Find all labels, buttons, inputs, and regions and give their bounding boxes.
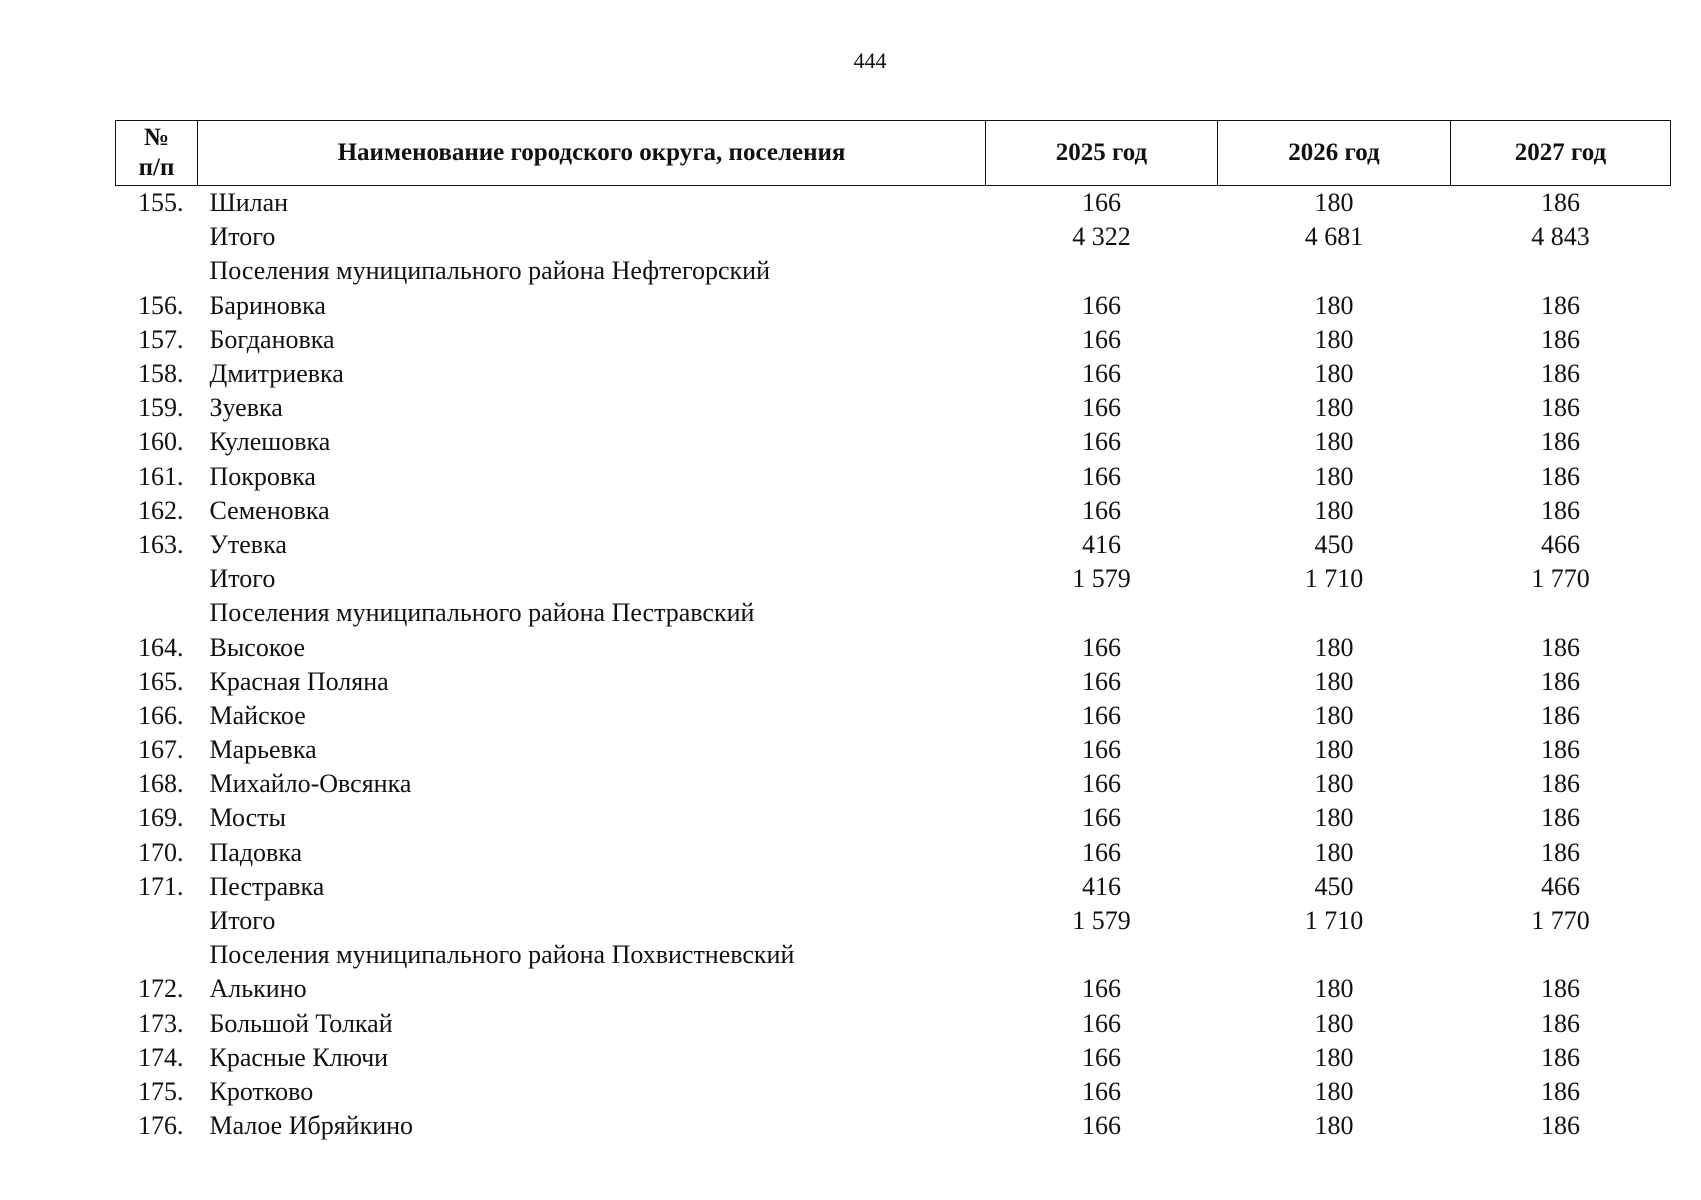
settlement-name: Богдановка [209,324,335,354]
total-row [116,562,1671,596]
settlement-name: Зуевка [209,393,283,423]
table-row [116,186,1671,221]
settlement-name: Большой Толкай [209,1008,393,1038]
settlement-name: Итого [209,564,276,594]
value-2025 [986,938,1218,972]
table-row [116,528,1671,562]
allocation-table [115,120,1671,1143]
value-2026: 180 [1314,769,1354,799]
value-2025: 166 [1082,700,1121,730]
value-2025: 166 [1082,735,1121,765]
table-body [116,186,1671,1144]
value-2027: 186 [1541,803,1580,833]
row-number [116,904,198,938]
value-2026: 180 [1314,427,1354,457]
value-2026: 180 [1314,188,1354,218]
value-2026: 450 [1314,529,1354,559]
total-row [116,904,1671,938]
row-number: 167. [138,735,184,765]
row-number [116,254,198,288]
total-row [116,220,1671,254]
value-2027: 186 [1541,495,1580,525]
value-2027: 186 [1541,359,1580,389]
value-2026: 180 [1314,1042,1354,1072]
table-row [116,357,1671,391]
table-row [116,699,1671,733]
header-name: Наименование городского округа, поселения [198,121,986,186]
value-2025: 166 [1082,1008,1121,1038]
row-number: 164. [138,632,184,662]
value-2027: 466 [1541,871,1580,901]
settlement-name: Итого [209,222,276,252]
value-2027: 186 [1541,290,1580,320]
value-2027: 186 [1541,324,1580,354]
settlement-name: Кулешовка [209,427,331,457]
value-2025: 166 [1082,359,1121,389]
value-2025: 4 322 [1072,222,1131,252]
table-row [116,1075,1671,1109]
row-number: 160. [138,427,184,457]
value-2027: 186 [1541,393,1580,423]
settlement-name: Падовка [209,837,303,867]
value-2027 [1451,254,1671,288]
table-row [116,870,1671,904]
value-2027: 186 [1541,427,1580,457]
value-2026: 180 [1314,666,1354,696]
value-2026: 180 [1314,393,1354,423]
value-2026: 180 [1314,700,1354,730]
value-2026: 180 [1314,495,1354,525]
value-2026 [1218,254,1451,288]
value-2025: 416 [1082,529,1121,559]
row-number: 155. [138,188,184,218]
settlement-name: Бариновка [209,290,326,320]
value-2025: 416 [1082,871,1121,901]
table-row [116,972,1671,1006]
group-heading: Поселения муниципального района Пестравский [209,598,755,628]
settlement-name: Красная Поляна [209,666,389,696]
row-number [116,938,198,972]
row-number: 173. [138,1008,184,1038]
header-2025: 2025 год [986,121,1218,186]
value-2026: 180 [1314,735,1354,765]
value-2027: 1 770 [1531,564,1590,594]
row-number: 174. [138,1042,184,1072]
settlement-name: Марьевка [209,735,317,765]
row-number: 168. [138,769,184,799]
value-2027: 186 [1541,974,1580,1004]
table-row [116,460,1671,494]
value-2027: 186 [1541,1111,1580,1141]
settlement-name: Кротково [209,1076,314,1106]
value-2025: 166 [1082,1111,1121,1141]
value-2027: 186 [1541,769,1580,799]
settlement-name: Майское [209,700,306,730]
value-2025: 166 [1082,393,1121,423]
value-2025: 1 579 [1072,906,1131,936]
header-2027: 2027 год [1451,121,1671,186]
value-2026 [1218,596,1451,630]
header-row [116,121,1671,186]
value-2026 [1218,938,1451,972]
value-2027: 4 843 [1531,222,1590,252]
value-2025 [986,254,1218,288]
table-row [116,767,1671,801]
settlement-name: Шилан [209,188,289,218]
table-header [116,121,1671,186]
value-2027: 1 770 [1531,906,1590,936]
table-row [116,801,1671,835]
value-2025: 166 [1082,495,1121,525]
value-2025: 166 [1082,324,1121,354]
row-number: 159. [138,393,184,423]
settlement-name: Пестравка [209,871,325,901]
group-heading-row [116,596,1671,630]
row-number: 157. [138,324,184,354]
row-number [116,220,198,254]
value-2026: 450 [1314,871,1354,901]
value-2026: 180 [1314,1111,1354,1141]
value-2027: 186 [1541,700,1580,730]
row-number: 165. [138,666,184,696]
settlement-name: Покровка [209,461,316,491]
value-2026: 180 [1314,974,1354,1004]
group-heading: Поселения муниципального района Нефтегорский [209,256,770,286]
settlement-name: Михайло-Овсянка [209,769,412,799]
value-2026: 180 [1314,632,1354,662]
settlement-name: Алькино [209,974,307,1004]
value-2026: 180 [1314,1076,1354,1106]
table-row [116,289,1671,323]
row-number: 156. [138,290,184,320]
value-2027: 186 [1541,1042,1580,1072]
value-2026: 180 [1314,324,1354,354]
table-row [116,1109,1671,1143]
value-2025: 166 [1082,461,1121,491]
row-number: 176. [138,1111,184,1141]
value-2027: 186 [1541,1076,1580,1106]
value-2025: 166 [1082,1076,1121,1106]
value-2025: 166 [1082,769,1121,799]
value-2025: 166 [1082,632,1121,662]
value-2025: 166 [1082,427,1121,457]
row-number [116,596,198,630]
group-heading-row [116,938,1671,972]
settlement-name: Утевка [209,529,287,559]
header-2026: 2026 год [1218,121,1451,186]
value-2027 [1451,938,1671,972]
table-row [116,630,1671,664]
table-row [116,323,1671,357]
value-2027: 186 [1541,666,1580,696]
value-2027: 186 [1541,735,1580,765]
value-2026: 180 [1314,290,1354,320]
value-2025: 166 [1082,666,1121,696]
value-2025: 166 [1082,803,1121,833]
row-number: 166. [138,700,184,730]
table-row [116,1007,1671,1041]
row-number: 172. [138,974,184,1004]
value-2027: 466 [1541,529,1580,559]
table-row [116,391,1671,425]
page-number: 444 [853,48,887,73]
value-2027: 186 [1541,1008,1580,1038]
value-2025: 166 [1082,290,1121,320]
value-2026: 180 [1314,803,1354,833]
value-2027 [1451,596,1671,630]
table-row [116,494,1671,528]
settlement-name: Высокое [209,632,306,662]
value-2025: 166 [1082,837,1121,867]
value-2026: 180 [1314,359,1354,389]
row-number: 158. [138,359,184,389]
table-row [116,425,1671,459]
value-2025: 166 [1082,1042,1121,1072]
settlement-name: Семеновка [209,495,330,525]
header-num: № п/п [116,121,198,186]
value-2027: 186 [1541,632,1580,662]
value-2026: 1 710 [1304,906,1364,936]
settlement-name: Дмитриевка [209,359,344,389]
value-2025 [986,596,1218,630]
value-2026: 180 [1314,1008,1354,1038]
row-number: 162. [138,495,184,525]
settlement-name: Мосты [209,803,286,833]
value-2025: 166 [1082,188,1121,218]
row-number: 171. [138,871,184,901]
row-number: 169. [138,803,184,833]
group-heading: Поселения муниципального района Похвистневский [209,940,795,970]
table-row [116,665,1671,699]
row-number: 163. [138,529,184,559]
settlement-name: Малое Ибряйкино [209,1111,414,1141]
value-2027: 186 [1541,461,1580,491]
value-2026: 4 681 [1304,222,1364,252]
table-row [116,1041,1671,1075]
table-row [116,733,1671,767]
row-number: 170. [138,837,184,867]
value-2027: 186 [1541,837,1580,867]
settlement-name: Красные Ключи [209,1042,389,1072]
value-2026: 1 710 [1304,564,1364,594]
row-number: 175. [138,1076,184,1106]
value-2026: 180 [1314,461,1354,491]
value-2025: 1 579 [1072,564,1131,594]
row-number: 161. [138,461,184,491]
value-2026: 180 [1314,837,1354,867]
table-row [116,836,1671,870]
row-number [116,562,198,596]
value-2027: 186 [1541,188,1580,218]
group-heading-row [116,254,1671,288]
value-2025: 166 [1082,974,1121,1004]
settlement-name: Итого [209,906,276,936]
